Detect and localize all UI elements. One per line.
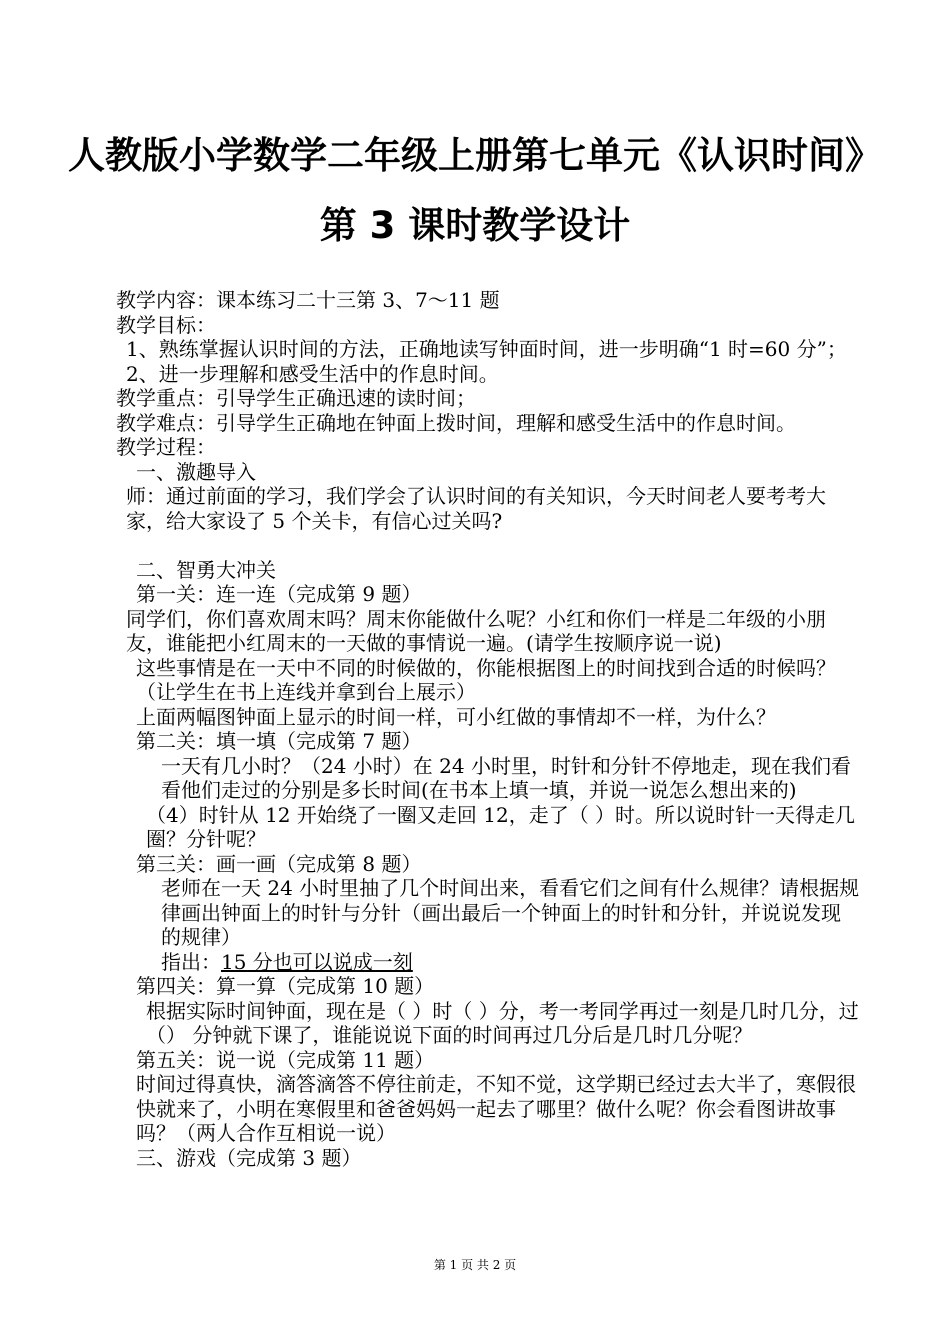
document-title-line2: 第 3 课时教学设计 <box>319 204 631 247</box>
blank-line <box>116 533 860 558</box>
teaching-key-point: 教学重点：引导学生正确迅速的读时间； <box>116 386 476 410</box>
goal-item-2: 2、进一步理解和感受生活中的作息时间。 <box>126 361 499 386</box>
section-heading-1: 一、激趣导入 <box>136 459 256 484</box>
document-title-line1: 人教版小学数学二年级上册第七单元《认识时间》 <box>68 134 882 177</box>
section-heading-2: 二、智勇大冲关 <box>136 557 276 582</box>
level-2-paragraph-1: 一天有几小时？（24 小时）在 24 小时里，时针和分针不停地走，现在我们看看他们走过的分别是多长时间(在书本上填一填，并说一说怎么想出来的) <box>161 753 851 802</box>
level-1-paragraph-4: 上面两幅图钟面上显示的时间一样，可小红做的事情却不一样，为什么？ <box>136 704 776 729</box>
level-1-heading: 第一关：连一连（完成第 9 题） <box>136 582 422 606</box>
level-3-paragraph-1: 老师在一天 24 小时里抽了几个时间出来，看看它们之间有什么规律？请根据规律画出钟面上的时针与分针（画出最后一个钟面上的时针和分针，并说说发现的规律） <box>161 876 860 949</box>
level-2-paragraph-2: （4）时针从 12 开始绕了一圈又走回 12，走了（ ）时。所以说时针一天得走几圈？分针呢？ <box>146 802 856 851</box>
level-5-heading: 第五关：说一说（完成第 11 题） <box>136 1047 435 1072</box>
teaching-difficulty: 教学难点：引导学生正确地在钟面上拨时间，理解和感受生活中的作息时间。 <box>116 410 796 435</box>
section-heading-3: 三、游戏（完成第 3 题） <box>136 1145 362 1170</box>
level-5-paragraph: 时间过得真快，滴答滴答不停往前走，不知不觉，这学期已经过去大半了，寒假很快就来了，小明在寒假里和爸爸妈妈一起去了哪里？做什么呢？你会看图讲故事吗？（两人合作互相说一说） <box>136 1072 856 1145</box>
level-1-paragraph-3: （让学生在书上连线并拿到台上展示） <box>136 680 476 704</box>
level-3-heading: 第三关：画一画（完成第 8 题） <box>136 851 422 876</box>
teaching-process-heading: 教学过程： <box>116 435 216 459</box>
paragraph-intro: 师：通过前面的学习，我们学会了认识时间的有关知识，今天时间老人要考考大家，给大家设了 5 个关卡，有信心过关吗? <box>126 484 826 533</box>
level-4-heading: 第四关：算一算（完成第 10 题） <box>136 974 435 998</box>
level-3-note <box>116 950 860 975</box>
document-body <box>116 288 860 1170</box>
goal-item-1: 1、熟练掌握认识时间的方法，正确地读写钟面时间，进一步明确“1 时=60 分”； <box>126 337 847 361</box>
level-4-paragraph: 根据实际时间钟面，现在是（ ）时（ ）分，考一考同学再过一刻是几时几分，过 （） 分钟就下课了，谁能说说下面的时间再过几分后是几时几分呢？ <box>146 998 859 1047</box>
teaching-goals-heading: 教学目标： <box>116 312 216 337</box>
note-underlined-text: 15 分也可以说成一刻 <box>221 949 413 974</box>
page-footer: 第 1 页 共 2 页 <box>433 1258 517 1272</box>
level-2-heading: 第二关：填一填（完成第 7 题） <box>136 729 422 753</box>
level-1-paragraph-1: 同学们，你们喜欢周末吗？周末你能做什么呢？小红和你们一样是二年级的小朋友，谁能把小红周末的一天做的事情说一遍。(请学生按顺序说一说) <box>126 606 826 655</box>
teaching-content-line: 教学内容：课本练习二十三第 3、7～11 题 <box>116 288 500 312</box>
level-1-paragraph-2: 这些事情是在一天中不同的时候做的，你能根据图上的时间找到合适的时候吗？ <box>136 655 836 680</box>
note-label: 指出： <box>161 949 221 974</box>
